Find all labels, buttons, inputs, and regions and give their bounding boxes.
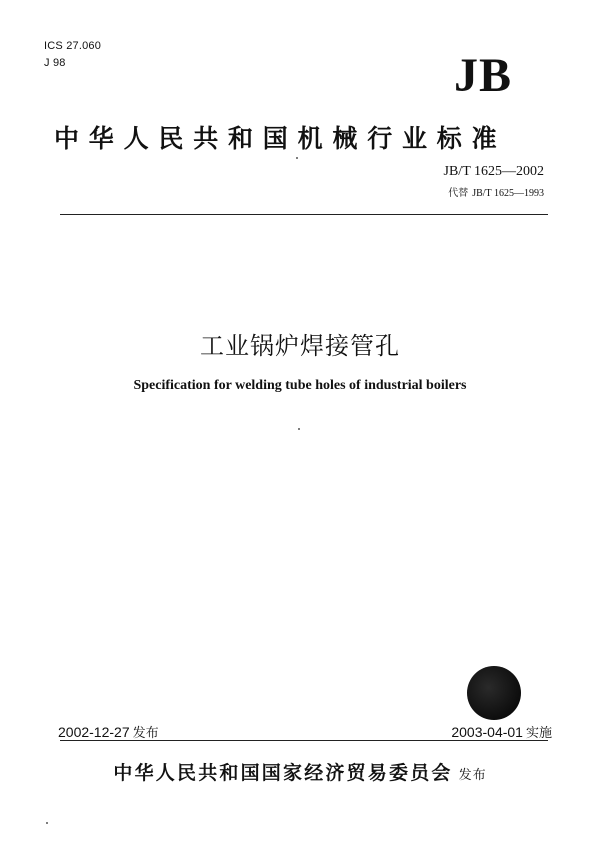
issued-date: 2002-12-27 (58, 724, 130, 740)
scan-speck (46, 822, 48, 824)
bottom-divider (60, 740, 548, 741)
scan-speck (298, 428, 300, 430)
effective-label: 实施 (525, 726, 552, 741)
scan-speck (296, 157, 298, 159)
issuer-label: 发布 (458, 768, 487, 783)
jb-logo: JB (453, 49, 512, 102)
document-title-chinese: 工业锅炉焊接管孔 (200, 332, 400, 360)
effective-date-line (451, 722, 552, 741)
official-seal-mark (467, 666, 521, 720)
replaces-label: 代替 (448, 188, 469, 199)
issued-date-line (58, 722, 159, 741)
ics-code: ICS 27.060 (44, 40, 102, 52)
issuer-name: 中华人民共和国国家经济贸易委员会 (113, 762, 453, 784)
top-divider (60, 214, 548, 215)
replaces-number: JB/T 1625—1993 (472, 188, 544, 199)
ccs-code: J 98 (44, 57, 66, 69)
effective-date: 2003-04-01 (451, 724, 523, 740)
standard-number: JB/T 1625—2002 (443, 164, 544, 179)
standard-category-title: 中华人民共和国机械行业标准 (54, 124, 507, 153)
replaces-line (448, 184, 544, 199)
issued-label: 发布 (132, 726, 159, 741)
document-title-english: Specification for welding tube holes of industrial boilers (133, 378, 467, 393)
issuing-authority (0, 758, 600, 785)
